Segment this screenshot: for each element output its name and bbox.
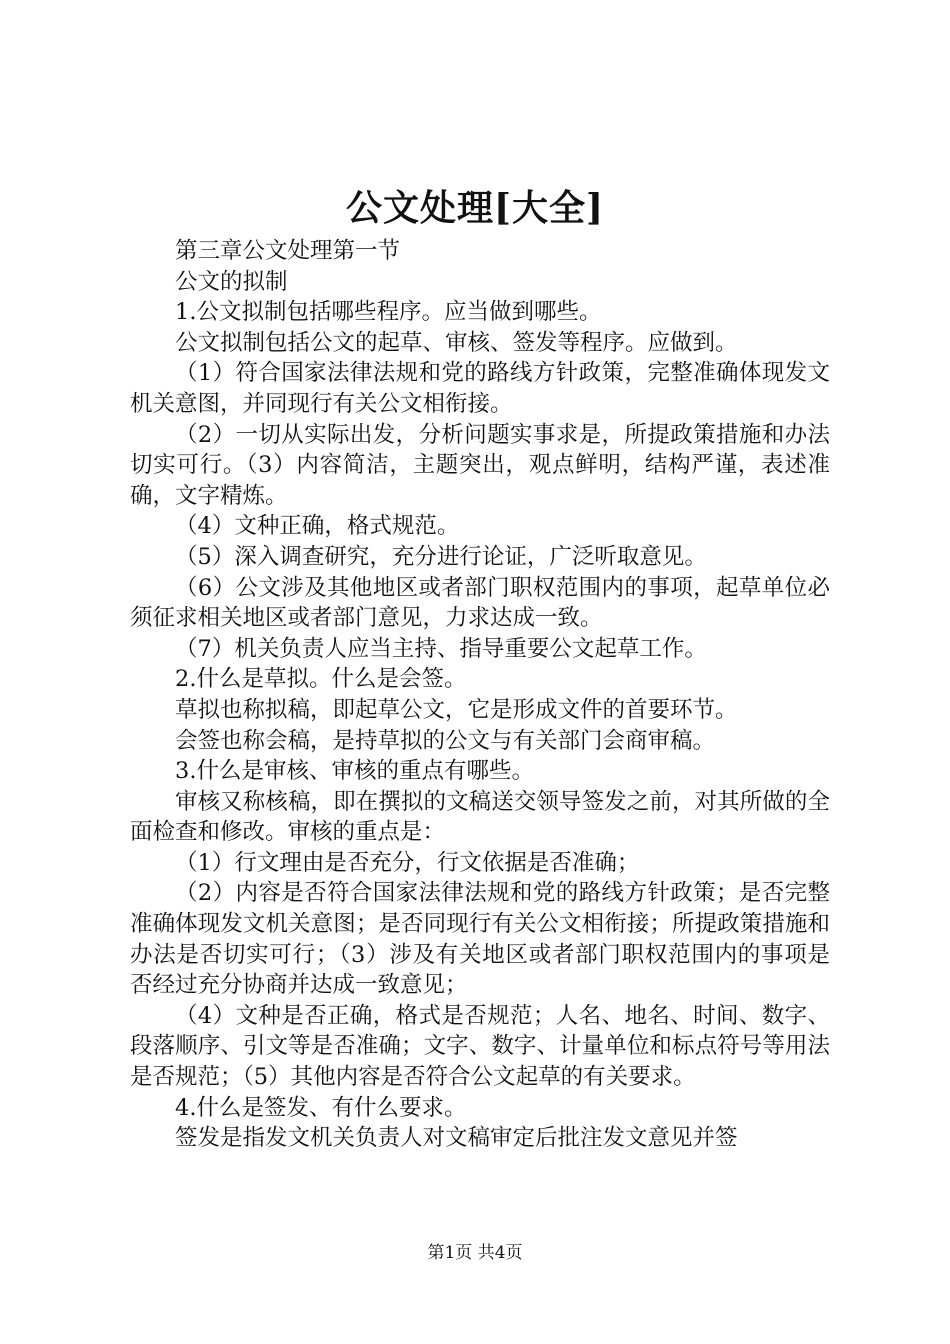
- paragraph: （2）内容是否符合国家法律法规和党的路线方针政策；是否完整准确体现发文机关意图；是否同现行有关公文相衔接；所提政策措施和办法是否切实可行；（3）涉及有关地区或者部门职权范围内的事项是否经过充分协商并达成一致意见；: [130, 880, 830, 999]
- paragraph: （6）公文涉及其他地区或者部门职权范围内的事项，起草单位必须征求相关地区或者部门意见，力求达成一致。: [130, 574, 830, 632]
- paragraph: （2）一切从实际出发，分析问题实事求是，所提政策措施和办法切实可行。（3）内容简洁，主题突出，观点鲜明，结构严谨，表述准确，文字精炼。: [130, 421, 830, 509]
- paragraph: （1）符合国家法律法规和党的路线方针政策，完整准确体现发文机关意图，并同现行有关公文相衔接。: [130, 360, 830, 417]
- paragraph: 公文的拟制: [175, 268, 288, 295]
- paragraph: 草拟也称拟稿，即起草公文，它是形成文件的首要环节。: [175, 696, 738, 723]
- paragraph: 公文拟制包括公文的起草、审核、签发等程序。应做到。: [175, 329, 738, 356]
- paragraph: 2.什么是草拟。什么是会签。: [175, 666, 467, 693]
- paragraph: 4.什么是签发、有什么要求。: [175, 1094, 467, 1121]
- paragraph: （5）深入调查研究，充分进行论证，广泛听取意见。: [175, 543, 707, 570]
- paragraph: （7）机关负责人应当主持、指导重要公文起草工作。: [175, 635, 707, 662]
- document-title: 公文处理[大全]: [345, 187, 605, 229]
- paragraph: 会签也称会稿，是持草拟的公文与有关部门会商审稿。: [175, 727, 716, 754]
- paragraph: 签发是指发文机关负责人对文稿审定后批注发文意见并签: [175, 1125, 738, 1152]
- paragraph: 1.公文拟制包括哪些程序。应当做到哪些。: [175, 299, 602, 326]
- paragraph: （4）文种是否正确，格式是否规范；人名、地名、时间、数字、段落顺序、引文等是否准确；文字、数字、计量单位和标点符号等用法是否规范；（5）其他内容是否符合公文起草的有关要求。: [130, 1002, 830, 1091]
- paragraph: 第三章公文处理第一节: [175, 238, 401, 264]
- paragraph: 3.什么是审核、审核的重点有哪些。: [175, 758, 534, 785]
- paragraph: （4）文种正确，格式规范。: [175, 513, 460, 540]
- paragraph: 审核又称核稿，即在撰拟的文稿送交领导签发之前，对其所做的全面检查和修改。审核的重点是：: [130, 788, 830, 846]
- page-footer: 第1页 共4页: [427, 1243, 523, 1263]
- paragraph: （1）行文理由是否充分，行文依据是否准确；: [175, 849, 640, 876]
- document-body: [130, 236, 830, 1154]
